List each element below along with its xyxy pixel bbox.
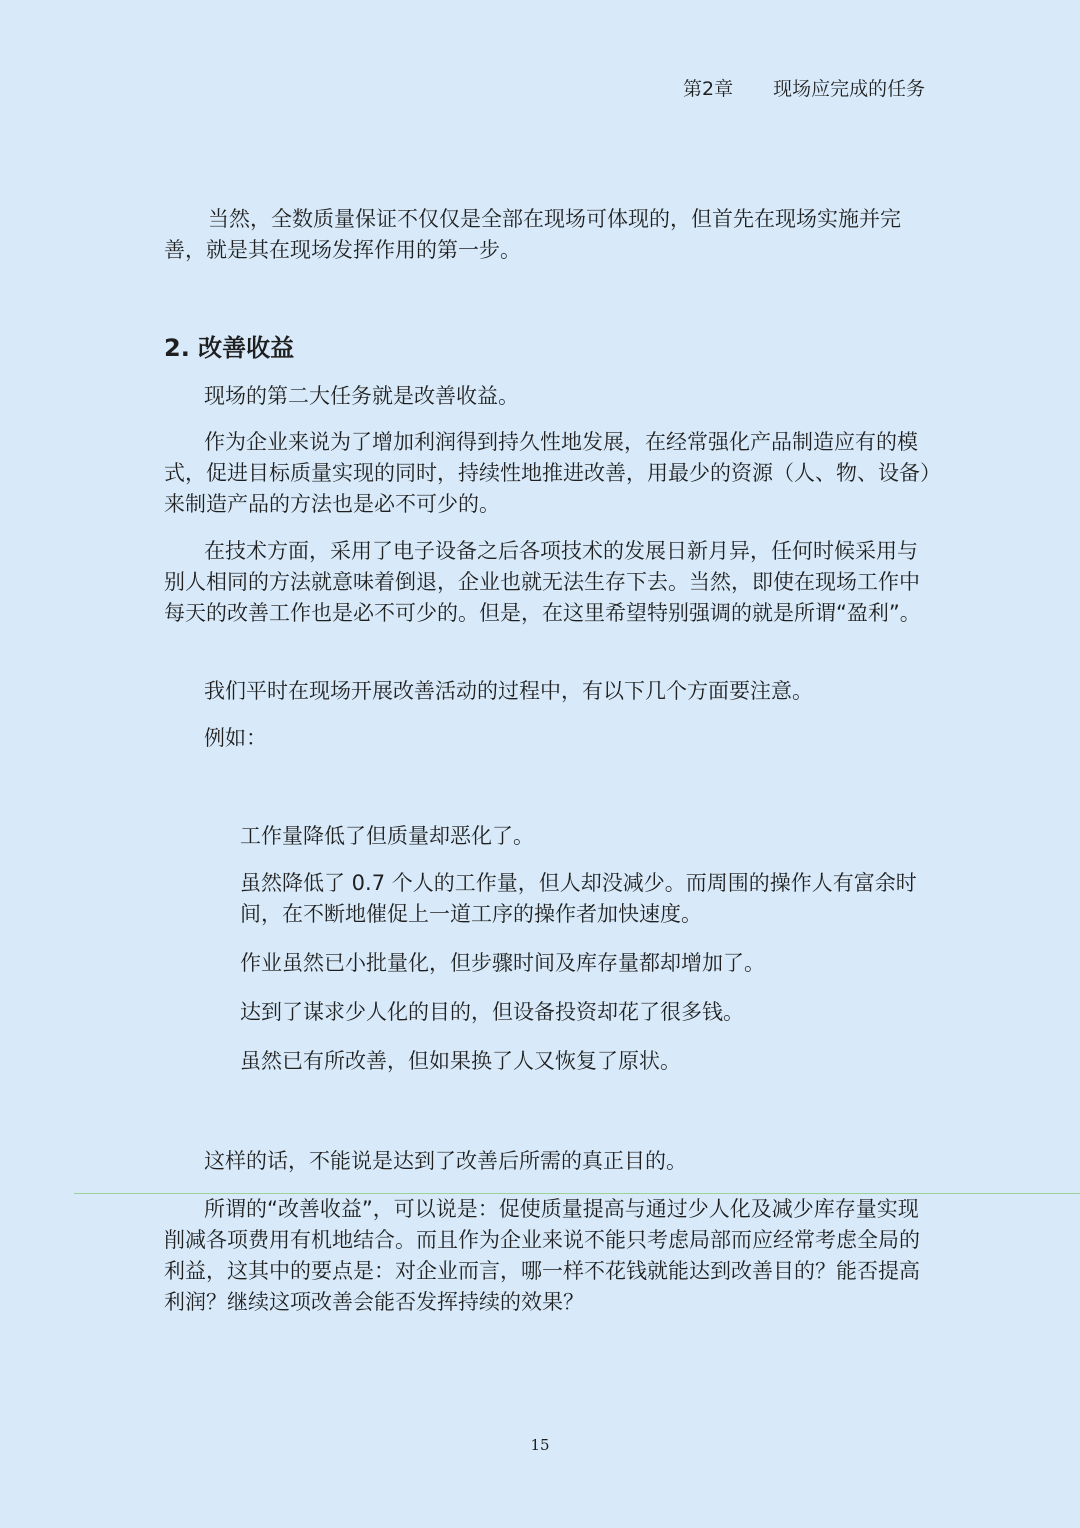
paragraph-improvement-profit: 所谓的“改善收益”，可以说是：促使质量提高与通过少人化及减少库存量实现削减各项费用有机地结合。而且作为企业来说不能只考虑局部而应经常考虑全局的利益，这其中的要点是：对企业而言，哪一样不花钱就能达到改善目的？能否提高利润？继续这项改善会能否发挥持续的效果？ xyxy=(164,1197,920,1314)
example-item: 虽然降低了 0.7 个人的工作量，但人却没减少。而周围的操作人有富余时间，在不断地催促上一道工序的操作者加快速度。 xyxy=(240,871,917,926)
section-heading: 2. 改善收益 xyxy=(164,334,295,362)
chapter-label: 第2章 xyxy=(683,78,734,100)
chapter-title: 现场应完成的任务 xyxy=(773,78,926,100)
paragraph-example-intro: 例如： xyxy=(204,726,267,750)
example-item: 工作量降低了但质量却恶化了。 xyxy=(240,824,534,848)
example-item: 达到了谋求少人化的目的，但设备投资却花了很多钱。 xyxy=(240,1000,744,1024)
paragraph-second-task: 现场的第二大任务就是改善收益。 xyxy=(204,384,519,408)
paragraph-enterprise-profit: 作为企业来说为了增加利润得到持久性地发展，在经常强化产品制造应有的模式，促进目标质量实现的同时，持续性地推进改善，用最少的资源（人、物、设备）来制造产品的方法也是必不可少的。 xyxy=(164,430,931,516)
page-number: 15 xyxy=(530,1436,550,1454)
paragraph-quality-assurance: 当然，全数质量保证不仅仅是全部在现场可体现的，但首先在现场实施并完善，就是其在现场发挥作用的第一步。 xyxy=(164,207,901,262)
running-header xyxy=(683,74,925,101)
paragraph-conclusion: 这样的话，不能说是达到了改善后所需的真正目的。 xyxy=(204,1149,687,1173)
paragraph-attention: 我们平时在现场开展改善活动的过程中，有以下几个方面要注意。 xyxy=(204,679,813,703)
example-item: 作业虽然已小批量化，但步骤时间及库存量都却增加了。 xyxy=(240,951,765,975)
paragraph-technology: 在技术方面，采用了电子设备之后各项技术的发展日新月异，任何时候采用与别人相同的方法就意味着倒退，企业也就无法生存下去。当然，即使在现场工作中每天的改善工作也是必不可少的。但是，在这里希望特别强调的就是所谓“盈利”。 xyxy=(164,539,921,625)
example-item: 虽然已有所改善，但如果换了人又恢复了原状。 xyxy=(240,1049,681,1073)
